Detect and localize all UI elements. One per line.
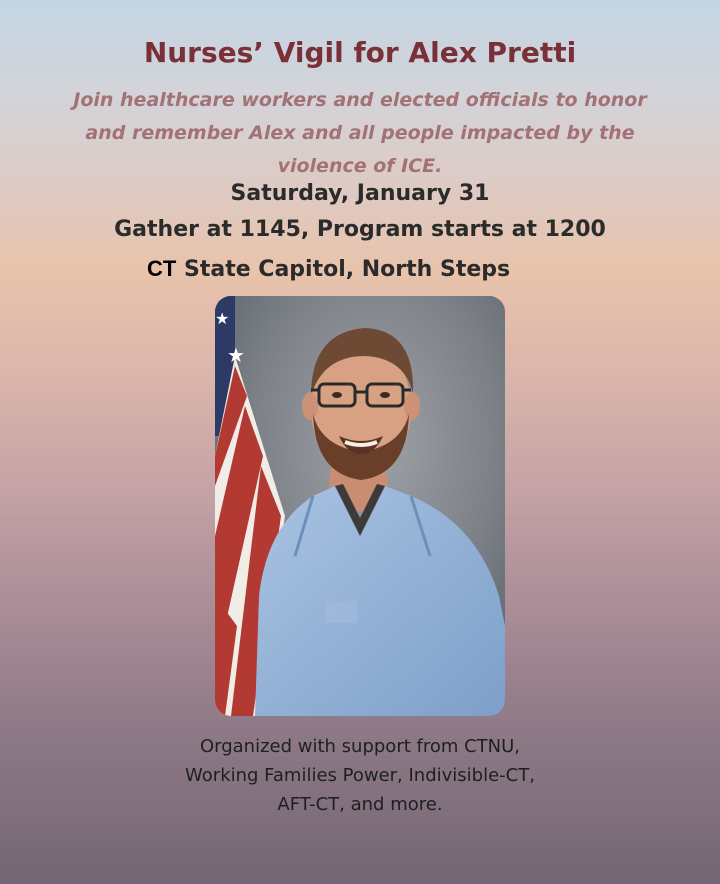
portrait-photo [215, 296, 505, 716]
portrait-illustration [215, 296, 505, 716]
svg-text:★: ★ [227, 343, 245, 367]
event-date: Saturday, January 31 [230, 181, 490, 206]
location-text: State Capitol, North Steps [184, 257, 511, 282]
event-location [147, 256, 510, 282]
event-time: Gather at 1145, Program starts at 1200 [114, 217, 606, 242]
location-prefix: CT [147, 256, 177, 281]
svg-text:★: ★ [215, 309, 230, 328]
event-subtitle: Join healthcare workers and elected officials to honor and remember Alex and all people impacted by the violence of ICE. [73, 89, 647, 177]
organizers-note: Organized with support from CTNU, Working Families Power, Indivisible-CT, AFT-CT, and more. [185, 736, 535, 815]
event-title: Nurses’ Vigil for Alex Pretti [143, 36, 577, 69]
